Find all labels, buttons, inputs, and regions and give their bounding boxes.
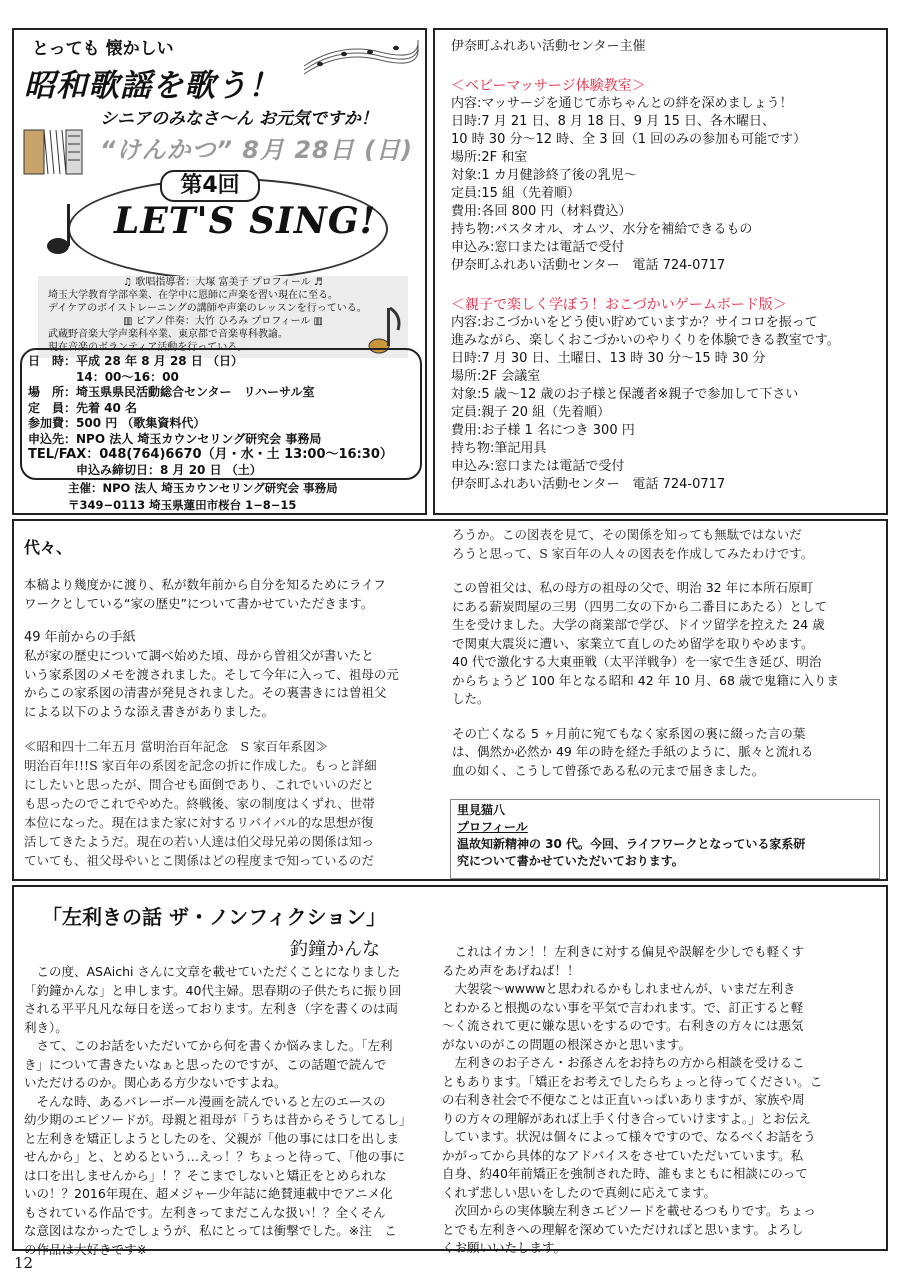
- event-kicker: とっても 懐かしい: [32, 39, 174, 59]
- article-line: とわかると根拠のない事を平気で言われます。で、訂正すると軽: [442, 999, 804, 1015]
- article-line: な意図はなかったでしょうが、私にとっては衝撃でした。※注 こ: [24, 1223, 397, 1238]
- left-handed-article: [12, 885, 888, 1257]
- section2-line: 進みながら、楽しくおこづかいのやりくりを体験できる教室です。: [451, 333, 840, 348]
- section2-line: 持ち物:筆記用具: [451, 441, 547, 456]
- body-line: による以下のような添え書きがありました。: [24, 703, 275, 719]
- article-line: もされている作品です。左利きってまだこんな扱い！？全くそん: [24, 1204, 386, 1220]
- article-line: そんな時、あるバレーボール漫画を読んでいると左のエースの: [24, 1093, 386, 1109]
- body-line: 血の如く、こうして曾孫である私の元まで届きました。: [452, 762, 765, 778]
- article-line: るため声をあげねば！！: [442, 962, 580, 978]
- profile-label: プロフィール: [457, 820, 528, 834]
- section1-line: 10 時 30 分〜12 時、全 3 回（1 回のみの参加も可能です）: [451, 132, 807, 147]
- article-line: 利き）。: [24, 1019, 68, 1035]
- activity-center-notice: [433, 28, 888, 515]
- music-score-icon: [300, 32, 420, 78]
- guide-line: ▥ ピアノ伴奏：大竹 ひろみ プロフィール ▥: [123, 316, 323, 327]
- body-line: 私が家の歴史について調べ始めた頃、母から曽祖父が書いたと: [24, 648, 374, 663]
- section1-line: 持ち物:バスタオル、オムツ、水分を補給できるもの: [451, 222, 753, 237]
- quote-line: ≪昭和四十二年五月 當明治百年記念 S 家百年系図≫: [24, 739, 329, 754]
- body-line: いう家系図のメモを渡されました。そして今年に入って、祖母の元: [24, 666, 399, 682]
- guide-line: ♫ 歌唱指導者：大塚 富美子 プロフィール ♬: [123, 277, 323, 288]
- detail-date: 日 時：平成 28 年 8 月 28 日 （日）: [28, 354, 243, 368]
- author-name: 里見猫八: [457, 803, 506, 817]
- article-line: くお願いいたします。: [442, 1240, 567, 1255]
- body-line: した。: [452, 691, 490, 706]
- article-line: と左利きを矯正しようとしたのを、父親が「他の事には口を出しま: [24, 1130, 400, 1146]
- detail-capacity: 定 員：先着 40 名: [28, 400, 138, 415]
- quote-line: にしたいと思ったが、問合せも面倒であり、これでいいのだと: [24, 777, 375, 792]
- body-line: からこの家系図の清書が発見されました。その裏書きには曽祖父: [24, 685, 387, 700]
- instructor-profiles: [38, 276, 408, 358]
- guide-line: 現在音楽のボランティア活動を行っている。: [48, 342, 248, 353]
- article-heading: 代々、: [24, 538, 73, 557]
- article-author: 釣鐘かんな: [290, 939, 380, 960]
- article-subheading: 49 年前からの手紙: [24, 630, 136, 645]
- quote-line: も思ったのでこれでやめた。終戦後、家の制度はくずれ、世帯: [24, 796, 375, 811]
- event-host: [68, 480, 338, 514]
- section1-line: 申込み:窓口または電話で受付: [451, 240, 625, 255]
- article-line: しています。状況は個々によって様々ですので、なるべくお話をう: [442, 1129, 816, 1144]
- section2-line: 内容:おこづかいをどう使い貯めていますか？サイコロを振って: [451, 315, 818, 330]
- author-profile: [450, 799, 880, 879]
- guide-line: デイケアのボイストレーニングの講師や声楽のレッスンを行っている。: [48, 303, 367, 314]
- detail-time: 14：00〜16：00: [28, 369, 179, 384]
- family-history-article: [12, 519, 888, 881]
- section1-line: 内容:マッサージを通じて赤ちゃんとの絆を深めましょう！: [451, 96, 793, 111]
- section1-line: 対象:1 カ月健診終了後の乳児〜: [451, 168, 637, 183]
- body-line: は、偶然か必然か 49 年の時を経た手紙のように、脈々と流れる: [452, 744, 814, 759]
- section2-line: 費用:お子様 1 名につき 300 円: [451, 423, 635, 438]
- quote-line: ろうと思って、S 家百年の人々の図表を作成してみたわけです。: [452, 546, 814, 561]
- host-name: 主催：NPO 法人 埼玉カウンセリング研究会 事務局: [68, 481, 338, 495]
- body-line: からちょうど 100 年となる昭和 42 年 10 月、68 歳で鬼籍に入りま: [452, 672, 839, 688]
- section1-line: 定員:15 組（先着順）: [451, 186, 581, 201]
- section2-line: 日時:7 月 30 日、土曜日、13 時 30 分〜15 時 30 分: [451, 351, 766, 366]
- article-line: がないのがこの問題の根深さかと思います。: [442, 1036, 692, 1052]
- quote-line: 活してきたようだ。現在の若い人達は伯父母兄弟の関係は知っ: [24, 834, 375, 849]
- left-column: [24, 963, 434, 1259]
- event-details: [20, 348, 422, 480]
- article-line: ともあります。「矯正をお考えでしたらちょっと待ってください。こ: [442, 1073, 823, 1089]
- section1-line: 場所:2F 和室: [451, 150, 528, 165]
- body-line: で関東大震災に遭い、家業立て直しのため留学を取りやめます。: [452, 635, 814, 651]
- lets-sing-title: LET'S SING!: [114, 200, 377, 242]
- allowance-game-title: ＜親子で楽しく学ぼう！おこづかいゲームボード版＞: [451, 297, 787, 313]
- article-line: の右利き社会で不便なことは正直いっぱいありますが、家族や周: [442, 1092, 805, 1107]
- guide-line: 武蔵野音楽大学声楽科卒業、東京都で音楽専科教諭。: [48, 329, 288, 340]
- quote-line: ろうか。この図表を見て、その関係を知っても無駄ではないだ: [452, 527, 802, 542]
- article-line: くれず悲しい思いをしたので真剣に応えてます。: [442, 1184, 717, 1200]
- article-title: 「左利きの話 ザ・ノンフィクション」: [42, 905, 387, 929]
- body-line: 生を受けました。大学の商業部で学び、ドイツ留学を控えた 24 歳: [452, 617, 825, 632]
- profile-line: 究について書かせていただいております。: [457, 854, 684, 868]
- article-line: これはイカン！！左利きに対する偏見や誤解を少しでも軽くす: [442, 944, 805, 959]
- article-line: いただけるのか。関心ある方少ないですよね。: [24, 1075, 287, 1090]
- detail-place: 場 所：埼玉県県民活動総合センター リハーサル室: [28, 385, 315, 399]
- section2-line: 対象:5 歳〜12 歳のお子様と保護者※親子で参加して下さい: [451, 387, 799, 402]
- right-column: [442, 943, 876, 1258]
- detail-tel: TEL/FAX：048(764)6670（月・水・土 13:00〜16:30）: [28, 447, 393, 462]
- profile-line: 温故知新精神の 30 代。今回、ライフワークとなっている家系研: [457, 837, 806, 851]
- section2-line: 定員:親子 20 組（先着順）: [451, 405, 611, 420]
- section1-line: 伊奈町ふれあい活動センター 電話 724-0717: [451, 258, 726, 273]
- event-date: “けんかつ” 8月 28日 (日): [100, 136, 414, 164]
- article-line: 「釣鐘かんな」と申します。40代主婦。思春期の子供たちに振り回: [24, 982, 402, 998]
- article-line: の作品は大好きです※: [24, 1241, 147, 1257]
- center-header: 伊奈町ふれあい活動センター主催: [451, 39, 646, 54]
- host-address: 〒349−0113 埼玉県蓮田市桜台 1−8−15: [68, 498, 297, 512]
- quote-line: 本位になった。現在はまた家に対するリバイバル的な思想が復: [24, 815, 374, 830]
- section2-line: 場所:2F 会議室: [451, 369, 541, 384]
- article-line: 〜く流されて更に嫌な思いをするのです。右利きの方々には悪気: [442, 1018, 804, 1033]
- article-line: 大袈裟〜wwwwと思われるかもしれませんが、いまだ左利き: [442, 981, 796, 996]
- event-subtitle: シニアのみなさ〜ん お元気ですか！: [100, 109, 378, 129]
- article-line: される平平凡凡な毎日を送っております。左利き（字を書くのは両: [24, 1001, 399, 1016]
- section1-line: 日時:7 月 21 日、8 月 18 日、9 月 15 日、各木曜日、: [451, 114, 776, 129]
- article-line: とでも左利きへの理解を深めていただければと思います。よろし: [442, 1221, 804, 1237]
- quote-line: ていても、祖父母やいとこ関係はどの程度まで知っているのだ: [24, 853, 375, 868]
- detail-deadline: 申込み締切日：8 月 20 日 （土）: [28, 462, 262, 477]
- event-title: 昭和歌謡を歌う！: [24, 68, 280, 104]
- section2-line: 申込み:窓口または電話で受付: [451, 459, 625, 474]
- detail-fee: 参加費：500 円 （歌集資料代）: [28, 416, 206, 430]
- article-line: き」について書きたいなぁと思ったのですが、この話題で読んで: [24, 1056, 387, 1072]
- article-line: りの方々の理解があれば上手く付き合っていけますよ。」とお伝え: [442, 1110, 811, 1126]
- body-line: この曽祖父は、私の母方の祖母の父で、明治 32 年に本所石原町: [452, 580, 814, 595]
- section2-line: 伊奈町ふれあい活動センター 電話 724-0717: [451, 477, 726, 492]
- baby-massage-title: ＜ベビーマッサージ体験教室＞: [451, 78, 646, 94]
- accordion-icon: [18, 116, 88, 186]
- round-badge: 第4回: [160, 170, 260, 202]
- body-line: 40 代で激化する大東亜戦（太平洋戦争）を一家で生き延び、明治: [452, 654, 822, 669]
- quote-line: 明治百年!!!S 家百年の系図を記念の折に作成した。もっと詳細: [24, 758, 377, 773]
- event-flyer: [12, 28, 427, 515]
- article-line: さて、このお話をいただいてから何を書くか悩みました。「左利: [24, 1038, 393, 1053]
- article-line: いの！？2016年現在、超メジャー少年誌に絶賛連載中でアニメ化: [24, 1186, 393, 1201]
- article-line: 自身、約40年前矯正を強制された時、誰もまともに相談にのって: [442, 1166, 808, 1181]
- guide-line: 埼玉大学教育学部卒業、在学中に恩師に声楽を習い現在に至る。: [48, 290, 338, 301]
- detail-apply-to: 申込先：NPO 法人 埼玉カウンセリング研究会 事務局: [28, 431, 322, 446]
- article-line: この度、ASAichi さんに文章を載せていただくことになりました: [24, 964, 400, 979]
- article-line: かがってから具体的なアドバイスをさせていただいています。私: [442, 1147, 804, 1163]
- intro-line: ワークとしている“家の歴史”について書かせていただきます。: [24, 595, 374, 611]
- intro-line: 本稿より幾度かに渡り、私が数年前から自分を知るためにライフ: [24, 577, 386, 592]
- music-note-icon: [44, 198, 84, 258]
- body-line: にある薪炭問屋の三男（四男二女の下から二番目にあたる）として: [452, 598, 828, 614]
- article-line: は口を出しませんから」！？そこまでしないと矯正をとめられな: [24, 1167, 387, 1183]
- section1-line: 費用:各回 800 円（材料費込）: [451, 204, 632, 219]
- body-line: その亡くなる 5 ヶ月前に宛てもなく家系図の裏に綴った言の葉: [452, 725, 806, 741]
- article-line: 幼少期のエピソードが。母親と祖母が「うちは昔からそうしてるし」: [24, 1112, 412, 1127]
- article-line: 次回からの実体験左利きエピソードを載せるつもりです。ちょっ: [442, 1203, 816, 1218]
- article-line: 左利きのお子さん・お孫さんをお持ちの方から相談を受けるこ: [442, 1055, 805, 1070]
- article-line: せんから」と、とめるという…えっ！？ちょっと待って、「他の事に: [24, 1149, 406, 1164]
- page-number: 12: [14, 1254, 34, 1272]
